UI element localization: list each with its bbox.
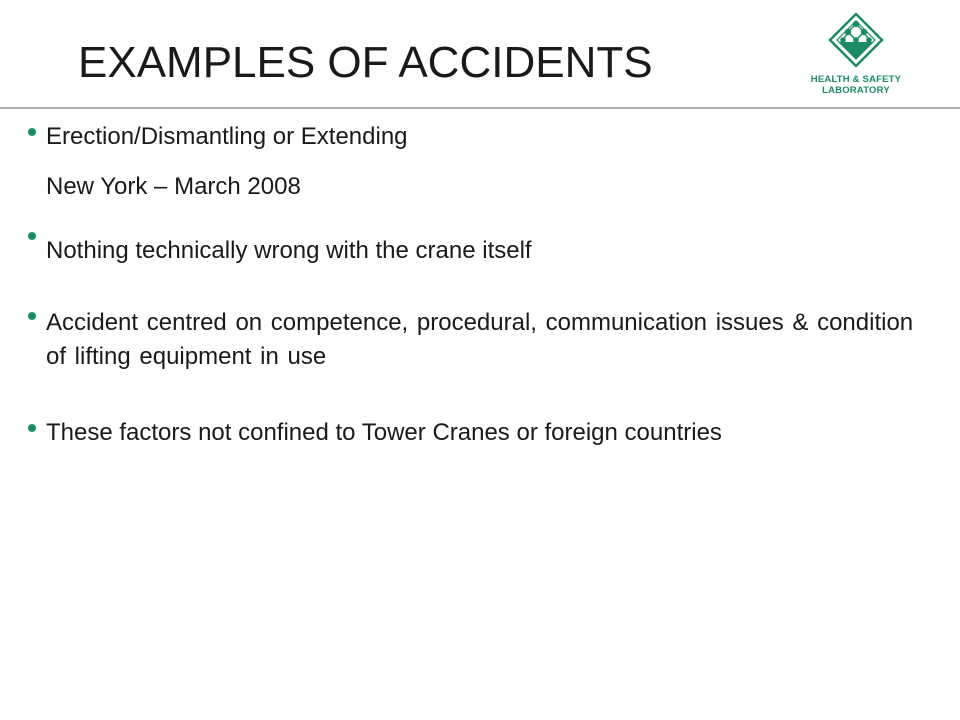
bullet-item: Accident centred on competence, procedural, communication issues & condition of lifting equipment in use bbox=[46, 309, 914, 370]
bullet-marker bbox=[28, 232, 36, 240]
logo-text-line2: LABORATORY bbox=[822, 85, 890, 96]
bullet-subitem: New York – March 2008 bbox=[46, 173, 301, 200]
slide-title: EXAMPLES OF ACCIDENTS bbox=[78, 38, 653, 87]
hsl-logo bbox=[808, 10, 904, 98]
bullet-marker bbox=[28, 128, 36, 136]
bullet-marker bbox=[28, 424, 36, 432]
title-divider bbox=[0, 107, 960, 109]
bullet-item: These factors not confined to Tower Cranes or foreign countries bbox=[46, 419, 722, 446]
bullet-item: Erection/Dismantling or Extending bbox=[46, 123, 408, 150]
bullet-item: Nothing technically wrong with the crane itself bbox=[46, 237, 532, 264]
bullet-marker bbox=[28, 312, 36, 320]
hsl-logo-icon bbox=[808, 10, 904, 74]
logo-text-line1: HEALTH & SAFETY bbox=[810, 74, 902, 85]
